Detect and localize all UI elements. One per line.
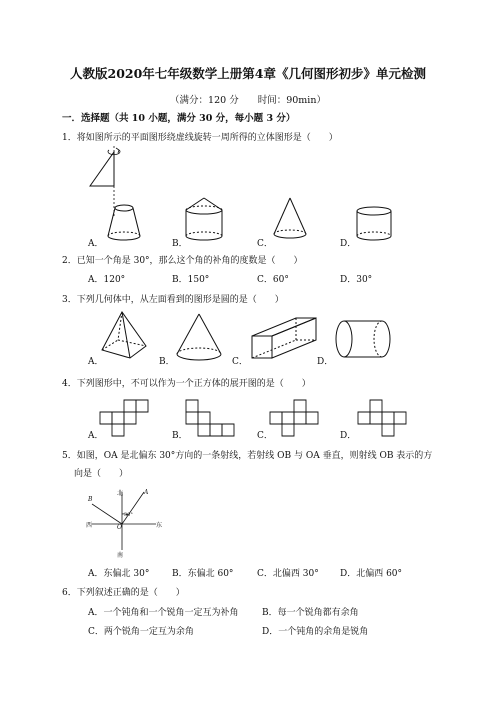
q2-option-b[interactable]: B．150°: [172, 275, 210, 285]
q5-option-a[interactable]: A．东偏北 30°: [88, 569, 150, 579]
question-2-stem: 2．已知一个角是 30°，那么这个角的补角的度数是（ ）: [62, 256, 303, 266]
q1-option-c[interactable]: C．: [257, 239, 273, 249]
q4-option-b[interactable]: B．: [172, 431, 188, 441]
q1-option-a-frustum: [104, 202, 144, 242]
exam-info: （满分：120 分 时间：90min）: [170, 95, 326, 106]
q4-option-c-net: [270, 398, 330, 438]
q3-option-b-cone: [174, 312, 224, 364]
q5-option-d[interactable]: D．北偏西 60°: [340, 569, 403, 579]
q1-option-b-cone-on-cylinder: [183, 196, 225, 242]
q3-option-c[interactable]: C．: [232, 357, 248, 367]
q5-label-south: 南: [117, 552, 124, 559]
q5-label-b: B: [88, 496, 93, 503]
q6-option-b[interactable]: B．每一个锐角都有余角: [262, 608, 359, 618]
q5-label-east: 东: [156, 522, 163, 529]
q1-option-c-cone: [270, 196, 310, 242]
q2-option-a[interactable]: A．120°: [88, 275, 126, 285]
q4-option-a-net: [100, 398, 160, 438]
q3-option-a[interactable]: A．: [88, 357, 104, 367]
q6-option-a[interactable]: A．一个钝角和一个锐角一定互为补角: [88, 608, 239, 618]
q6-option-d[interactable]: D．一个钝角的余角是锐角: [262, 627, 369, 637]
q5-label-west: 西: [86, 522, 93, 529]
q1-option-b[interactable]: B．: [172, 239, 188, 249]
q1-option-d-cylinder: [354, 206, 394, 242]
question-6-stem: 6．下列叙述正确的是（ ）: [62, 588, 185, 598]
q5-option-c[interactable]: C．北偏西 30°: [257, 569, 319, 579]
q4-option-d[interactable]: D．: [340, 431, 357, 441]
q5-label-o: O: [117, 524, 122, 531]
question-1-stem: 1．将如图所示的平面图形绕虚线旋转一周所得的立体图形是（ ）: [62, 133, 338, 143]
q1-option-d[interactable]: D．: [340, 239, 357, 249]
q4-option-b-net: [186, 398, 246, 438]
q3-option-c-cuboid: [250, 316, 320, 362]
q5-label-north: 北: [117, 490, 124, 497]
q4-option-c[interactable]: C．: [257, 431, 273, 441]
q5-label-angle: 30°: [124, 512, 133, 518]
q6-option-c[interactable]: C．两个锐角一定互为余角: [88, 627, 194, 637]
q5-label-a: A: [144, 489, 149, 496]
page-title: 人教版2020年七年级数学上册第4章《几何图形初步》单元检测: [70, 66, 426, 81]
q3-option-d[interactable]: D．: [317, 357, 334, 367]
q4-option-d-net: [358, 398, 418, 438]
q3-option-a-pyramid: [100, 310, 148, 362]
section-heading: 一．选择题（共 10 小题，满分 30 分，每小题 3 分）: [62, 113, 296, 124]
question-4-stem: 4．下列图形中，不可以作为一个正方体的展开图的是（ ）: [62, 379, 311, 389]
q5-option-b[interactable]: B．东偏北 60°: [172, 569, 234, 579]
q2-option-d[interactable]: D．30°: [340, 275, 373, 285]
q2-option-c[interactable]: C．60°: [257, 275, 289, 285]
q4-option-a[interactable]: A．: [88, 431, 104, 441]
q3-option-b[interactable]: B．: [159, 357, 175, 367]
question-5-stem-continued: 向是（ ）: [74, 469, 129, 479]
q1-option-a[interactable]: A．: [88, 239, 104, 249]
question-3-stem: 3．下列几何体中，从左面看到的图形是圆的是（ ）: [62, 295, 284, 305]
question-5-stem: 5．如图，OA 是北偏东 30°方向的一条射线，若射线 OB 与 OA 垂直，则射线 OB 表示的方: [62, 451, 433, 461]
q3-option-d-horizontal-cylinder: [332, 318, 394, 360]
